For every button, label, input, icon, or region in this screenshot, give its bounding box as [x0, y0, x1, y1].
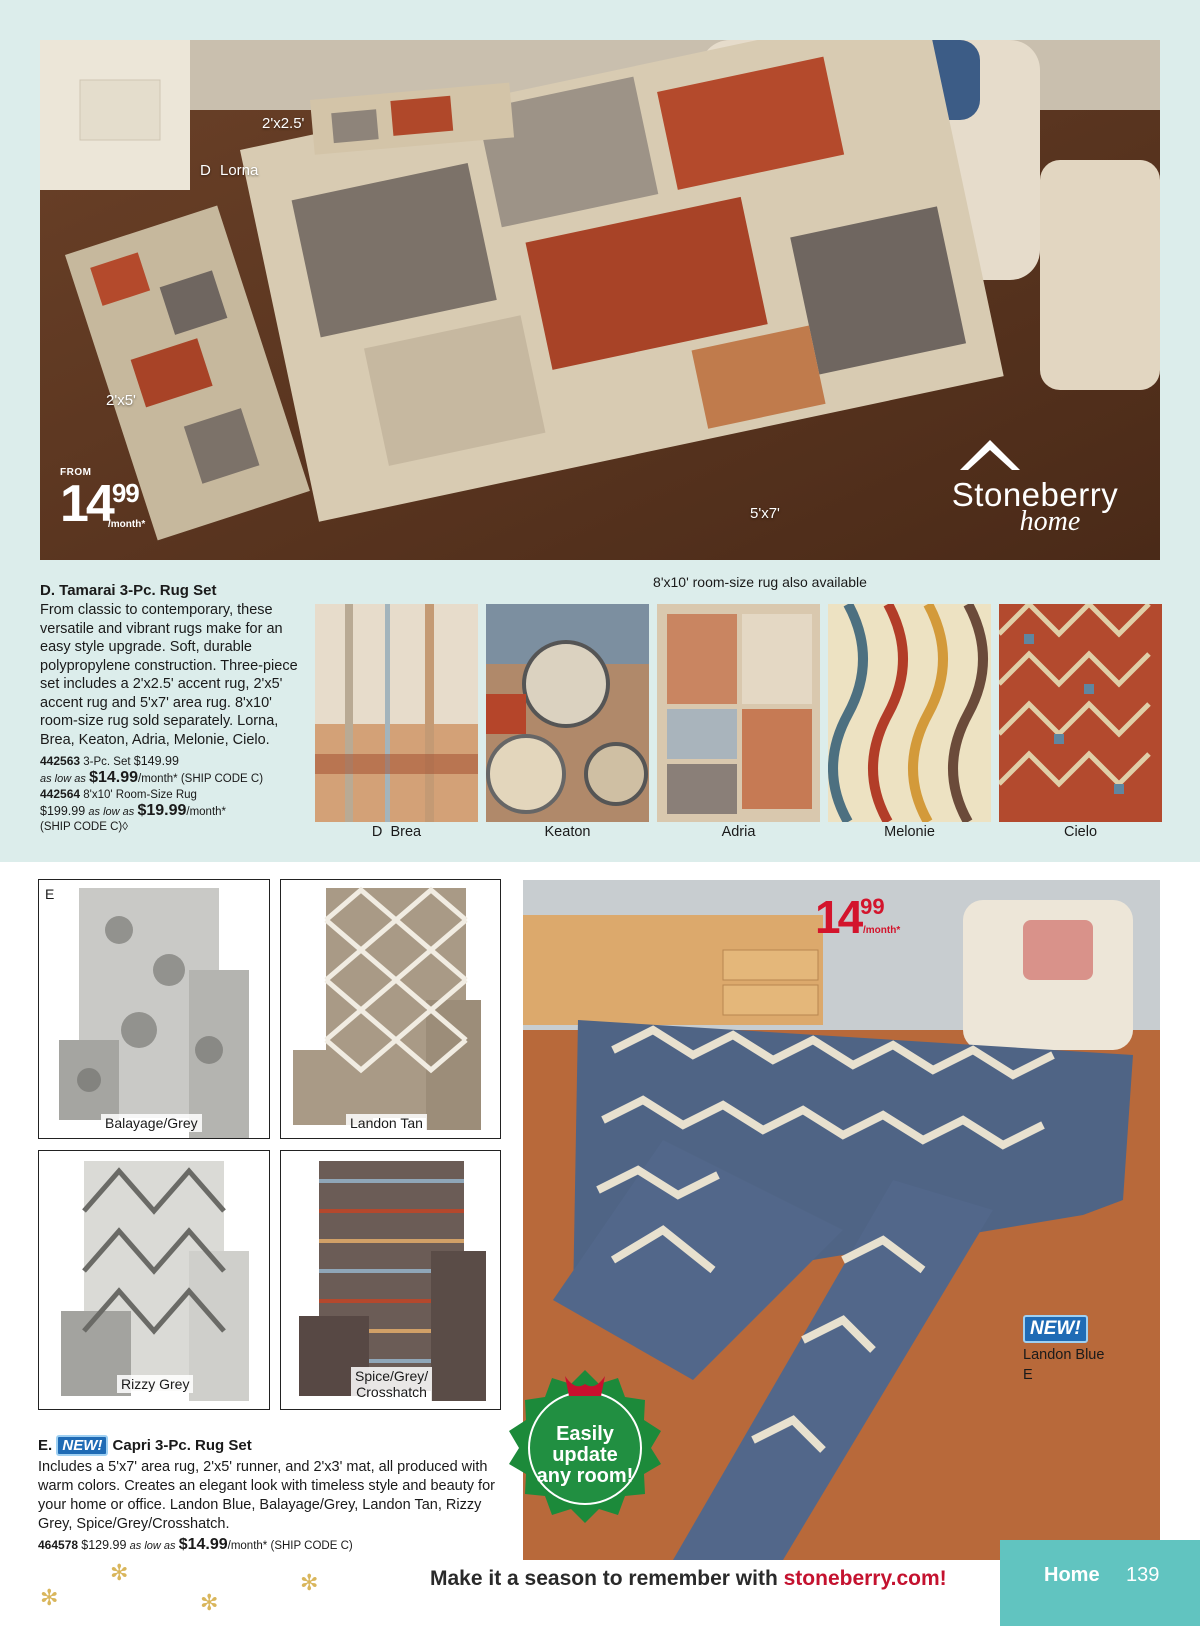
- as-low-as-label: as low as: [129, 1540, 176, 1552]
- seal-line2: update: [552, 1444, 618, 1466]
- size-label-runner: 2'x5': [106, 392, 136, 409]
- variant-name-landon-tan: Landon Tan: [346, 1114, 427, 1132]
- swatch-label-melonie: Melonie: [884, 824, 935, 840]
- snowflake-icon: ✻: [110, 1560, 129, 1585]
- hero-price: [60, 468, 170, 538]
- size-label-area: 5'x7': [750, 505, 780, 522]
- sku-price: $129.99: [81, 1538, 127, 1552]
- swatch-brea: [315, 604, 478, 822]
- snowflake-icon: ✻: [200, 1590, 219, 1615]
- title-prefix: E.: [38, 1437, 53, 1454]
- sku-monthly-price: $14.99: [178, 1536, 228, 1553]
- variant-name-spice-grey-crosshatch: [351, 1367, 432, 1401]
- pattern-name-lorna: Lorna: [220, 162, 259, 179]
- swatch-name: Brea: [390, 824, 422, 840]
- product-e-title: [38, 1435, 508, 1456]
- swatch-label-brea: [315, 824, 478, 840]
- variant-name-line2: Crosshatch: [356, 1384, 427, 1400]
- shipping-mark: ◊: [122, 821, 128, 833]
- swatch-melonie: [828, 604, 991, 822]
- swatch-label-cielo: Cielo: [1063, 824, 1098, 840]
- pattern-letter: D: [200, 162, 211, 179]
- product-e-description: [38, 1435, 508, 1554]
- swatch-keaton: [486, 604, 649, 822]
- variant-box-landon-tan: [280, 879, 501, 1139]
- price-dollars: 14: [815, 891, 861, 943]
- sku-per-month: /month*: [227, 1540, 268, 1552]
- hero-photo-lorna-rugs: [40, 40, 1160, 560]
- easily-update-seal: [505, 1366, 665, 1526]
- new-badge: NEW!: [56, 1435, 108, 1456]
- tagline-text: Make it a season to remember with: [430, 1567, 784, 1590]
- price-from-label: FROM: [60, 467, 92, 478]
- price-cents: 99: [111, 478, 139, 508]
- page-number: 139: [1126, 1564, 1160, 1586]
- sku-code: 442563: [40, 754, 81, 768]
- sku-price: $199.99: [40, 804, 86, 818]
- sku-code: 464578: [38, 1538, 79, 1552]
- variant-box-spice-grey-crosshatch: [280, 1150, 501, 1410]
- as-low-as-label: as low as: [40, 773, 86, 785]
- swatch-label-keaton: Keaton: [544, 824, 591, 840]
- variant-letter: E: [45, 886, 55, 902]
- sku-442564: [40, 787, 305, 835]
- ship-code: (SHIP CODE C): [270, 1540, 353, 1552]
- sku-per-month: /month*: [186, 806, 227, 818]
- size-label-accent: 2'x2.5': [262, 115, 305, 132]
- product-d-title: D. Tamarai 3-Pc. Rug Set: [40, 582, 217, 599]
- variant-name-rizzy-grey: Rizzy Grey: [117, 1375, 193, 1393]
- snowflake-icon: ✻: [40, 1585, 59, 1610]
- variant-name-landon-blue: Landon Blue: [1023, 1347, 1105, 1363]
- variant-box-rizzy-grey: [38, 1150, 270, 1410]
- price-dollars: 14: [60, 475, 112, 533]
- landon-blue-tag: [1023, 1315, 1104, 1383]
- section-name: Home: [1044, 1564, 1100, 1586]
- new-badge: NEW!: [1023, 1315, 1088, 1343]
- seal-line1: Easily: [556, 1423, 614, 1445]
- variant-name-line1: Spice/Grey/: [355, 1368, 429, 1384]
- ship-code: (SHIP CODE C): [180, 773, 264, 785]
- brand-word-home: home: [1019, 506, 1081, 537]
- footer-tagline: [430, 1567, 947, 1591]
- variant-box-balayage-grey: [38, 879, 270, 1139]
- price-cents: 99: [860, 894, 885, 919]
- seal-text: [505, 1424, 665, 1487]
- website-link[interactable]: stoneberry.com!: [783, 1567, 947, 1590]
- swatch-letter: D: [371, 824, 383, 840]
- stoneberry-home-logo: [940, 476, 1130, 538]
- sku-442563: [40, 754, 305, 787]
- seal-line3: any room!: [536, 1465, 634, 1487]
- sku-name: 8'x10' Room-Size Rug: [83, 789, 197, 801]
- landon-blue-price: [815, 891, 925, 944]
- price-per-month: /month*: [863, 925, 901, 936]
- sku-per-month: /month*: [138, 773, 178, 785]
- swatch-cielo: [999, 604, 1162, 822]
- brand-word-stoneberry: Stoneberry: [951, 476, 1119, 513]
- sku-464578: [38, 1537, 508, 1554]
- product-d-description: [40, 582, 305, 835]
- product-d-text: From classic to contemporary, these versatile and vibrant rugs make for an easy style upgrade. Soft, durable polypropylene construction. Three-piece set includes a 2'x2.5' accent rug, 2'x5' accent rug and 5'x7' area rug. 8'x10' room-size rug sold separately. Lorna, Brea, Keaton, Adria, Melonie, Cielo.: [40, 602, 298, 748]
- as-low-as-label: as low as: [88, 806, 135, 818]
- variant-name-balayage-grey: Balayage/Grey: [101, 1114, 202, 1132]
- sku-monthly-price: $19.99: [137, 802, 187, 819]
- snowflake-icon: ✻: [300, 1570, 319, 1595]
- sku-name: 3-Pc. Set: [83, 756, 131, 768]
- swatch-label-adria: Adria: [721, 824, 756, 840]
- sku-price: $149.99: [133, 754, 179, 768]
- availability-note: 8'x10' room-size rug also available: [653, 574, 867, 590]
- sku-code: 442564: [40, 787, 81, 801]
- variant-letter: E: [1023, 1367, 1033, 1383]
- price-per-month: /month*: [108, 519, 146, 530]
- swatch-adria: [657, 604, 820, 822]
- ship-code: (SHIP CODE C): [40, 821, 123, 833]
- product-e-text: Includes a 5'x7' area rug, 2'x5' runner, and 2'x3' mat, all produced with warm colors. Creates an elegant look with timeless style and beauty for your home or office. Landon Blue, Balayage/Grey, Landon Tan, Rizzy Grey, Spice/Grey/Crosshatch.: [38, 1459, 495, 1532]
- section-tab: [1000, 1540, 1200, 1626]
- title-text: Capri 3-Pc. Rug Set: [112, 1437, 252, 1454]
- sku-monthly-price: $14.99: [89, 769, 138, 786]
